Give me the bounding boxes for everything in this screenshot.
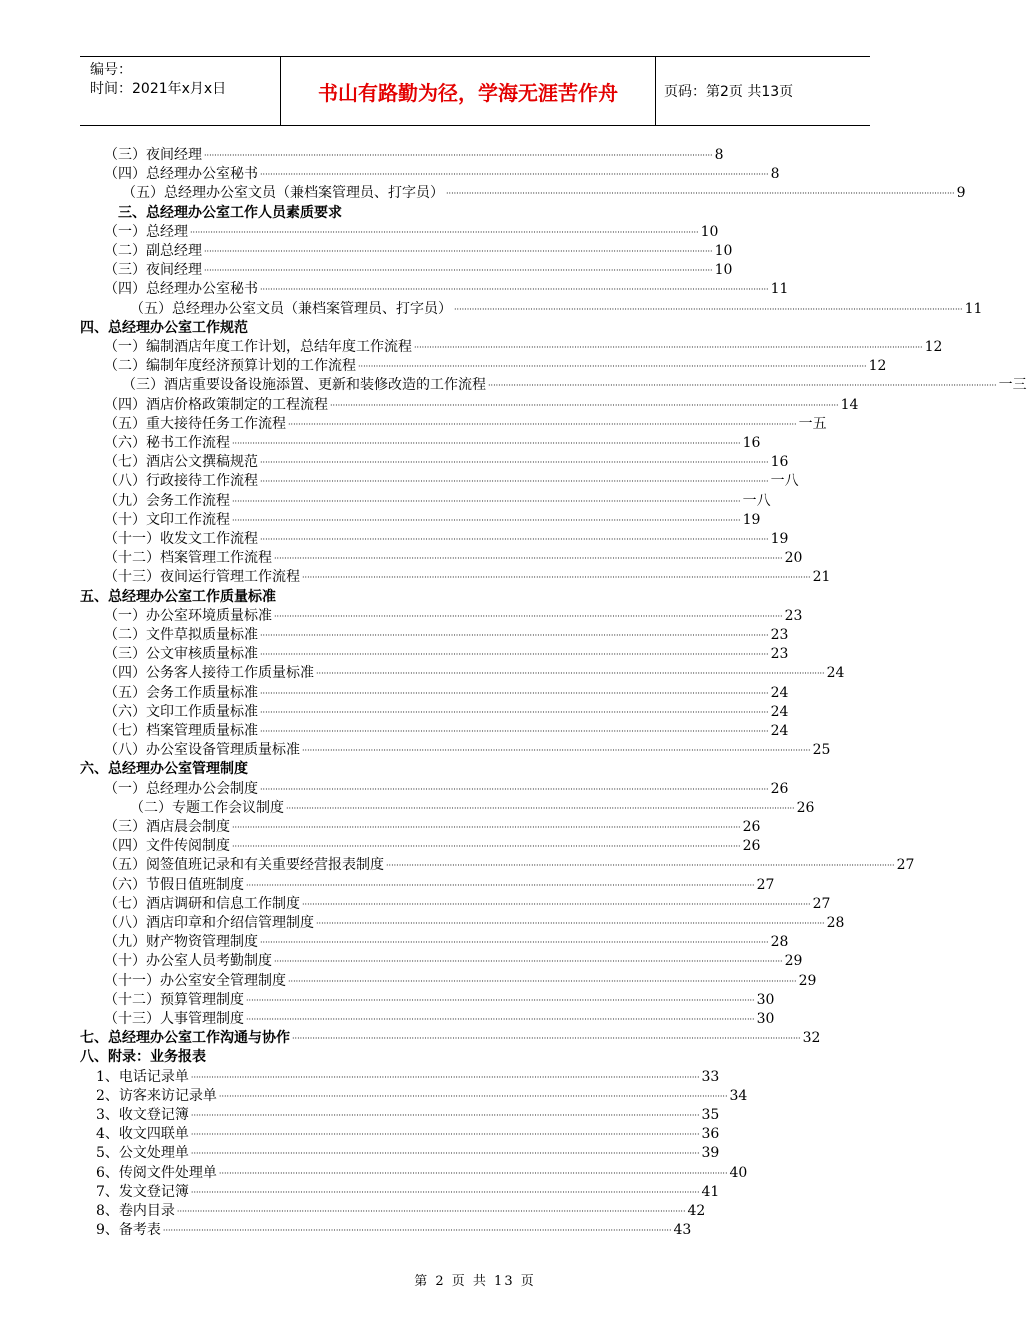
toc-entry-label: 五、总经理办公室工作质量标准	[80, 588, 276, 605]
toc-entry-page: 19	[742, 511, 761, 528]
toc-entry	[96, 1164, 748, 1183]
toc-entry	[118, 204, 342, 223]
toc-entry-label: （十一）办公室安全管理制度	[104, 972, 286, 989]
toc-dot-leader: ········································································································································································································	[316, 919, 825, 928]
toc-entry	[80, 1029, 821, 1048]
toc-entry	[104, 952, 803, 971]
page-footer: 第 2 页 共 13 页	[414, 1274, 536, 1289]
toc-entry-page: 16	[770, 454, 789, 471]
toc-entry	[104, 223, 719, 242]
toc-dot-leader: ········································································································································································································	[246, 1015, 755, 1024]
toc-dot-leader: ········································································································································································································	[246, 995, 755, 1005]
toc-entry-page: 23	[770, 646, 789, 663]
toc-dot-leader: ········································································································································································································	[286, 803, 795, 813]
toc-entry-page: 29	[784, 953, 803, 970]
toc-entry-page: 30	[756, 1011, 775, 1027]
toc-entry-label: （四）文件传阅制度	[104, 838, 230, 855]
toc-dot-leader: ········································································································································································································	[232, 842, 741, 852]
toc-entry-page: 21	[812, 569, 831, 586]
toc-dot-leader: ········································································································································································································	[204, 247, 713, 256]
toc-entry-label: 1、电话记录单	[96, 1068, 189, 1085]
toc-entry-label: （五）总经理办公室文员（兼档案管理员、打字员）	[122, 185, 444, 202]
toc-entry	[96, 1106, 720, 1125]
toc-entry-label: （二）副总经理	[104, 243, 202, 259]
toc-dot-leader: ········································································································································································································	[190, 1111, 700, 1120]
toc-entry	[104, 991, 775, 1010]
toc-entry-label: 5、公文处理单	[96, 1145, 189, 1162]
toc-entry	[96, 1144, 720, 1163]
toc-entry	[104, 568, 831, 587]
toc-dot-leader: ········································································································································································································	[162, 1226, 672, 1236]
toc-dot-leader: ········································································································································································································	[316, 669, 825, 679]
toc-dot-leader: ········································································································································································································	[260, 707, 769, 717]
toc-entry-label: （八）办公室设备管理质量标准	[104, 742, 300, 759]
toc-entry-page: 39	[701, 1145, 720, 1162]
toc-entry	[96, 1087, 748, 1106]
toc-entry-page: 24	[770, 723, 789, 739]
toc-entry-page: 35	[701, 1107, 720, 1123]
toc-entry-label: （二）文件草拟质量标准	[104, 627, 258, 643]
toc-entry-label: （一）编制酒店年度工作计划，总结年度工作流程	[104, 339, 412, 355]
toc-entry	[96, 1221, 692, 1240]
toc-dot-leader: ········································································································································································································	[414, 343, 923, 352]
toc-entry	[80, 588, 276, 607]
toc-entry-page: 9	[956, 185, 966, 202]
page-header	[80, 56, 870, 126]
toc-dot-leader: ········································································································································································································	[260, 631, 769, 640]
toc-entry-page: 28	[826, 915, 845, 931]
toc-entry	[104, 530, 789, 549]
toc-entry-label: 四、总经理办公室工作规范	[80, 319, 248, 336]
toc-dot-leader: ········································································································································································································	[260, 170, 769, 180]
toc-entry	[130, 799, 815, 818]
toc-entry-label: （十）办公室人员考勤制度	[104, 953, 272, 970]
toc-entry	[104, 664, 845, 683]
toc-entry	[96, 1202, 706, 1221]
toc-entry	[104, 146, 724, 165]
toc-entry	[104, 357, 887, 376]
toc-entry-page: 10	[714, 243, 733, 259]
toc-entry-label: （一）总经理办公会制度	[104, 780, 258, 797]
toc-entry	[130, 300, 983, 319]
toc-entry-page: 28	[770, 934, 789, 951]
toc-entry	[104, 703, 789, 722]
toc-entry	[104, 396, 859, 415]
toc-entry-label: 6、传阅文件处理单	[96, 1164, 217, 1181]
toc-entry-page: 16	[742, 435, 761, 451]
toc-dot-leader: ········································································································································································································	[232, 823, 741, 832]
toc-entry	[104, 645, 789, 664]
toc-entry-page: 一八	[770, 473, 799, 490]
toc-entry-label: （一）总经理	[104, 223, 188, 240]
toc-dot-leader: ········································································································································································································	[288, 419, 797, 429]
header-meta	[90, 61, 226, 99]
toc-entry-label: 4、收文四联单	[96, 1126, 189, 1143]
toc-entry	[96, 1068, 720, 1087]
toc-entry-label: （五）会务工作质量标准	[104, 684, 258, 701]
toc-entry-label: 9、备考表	[96, 1222, 161, 1239]
toc-entry	[104, 856, 915, 875]
toc-entry-page: 11	[770, 281, 789, 298]
toc-dot-leader: ········································································································································································································	[190, 1187, 700, 1197]
toc-entry-label: （三）酒店重要设备设施添置、更新和装修改造的工作流程	[122, 377, 486, 394]
toc-entry	[104, 415, 827, 434]
toc-entry-label: （六）节假日值班制度	[104, 876, 244, 893]
toc-entry-label: （四）酒店价格政策制定的工程流程	[104, 396, 328, 413]
toc-entry-label: 8、卷内目录	[96, 1203, 175, 1219]
document-number-label: 编号：	[90, 62, 132, 78]
toc-entry	[104, 492, 771, 511]
toc-entry-label: （十）文印工作流程	[104, 511, 230, 528]
toc-dot-leader: ········································································································································································································	[302, 899, 811, 909]
toc-dot-leader: ········································································································································································································	[260, 477, 769, 487]
header-page-info: 页码：第2页 共13页	[664, 84, 794, 100]
toc-entry-label: （四）公务客人接待工作质量标准	[104, 665, 314, 682]
toc-entry-label: （十二）预算管理制度	[104, 991, 244, 1008]
toc-entry	[104, 607, 803, 626]
toc-dot-leader: ········································································································································································································	[488, 381, 997, 391]
toc-dot-leader: ········································································································································································································	[190, 1130, 700, 1140]
toc-entry-page: 一八	[742, 492, 771, 509]
toc-dot-leader: ········································································································································································································	[260, 285, 769, 295]
toc-entry-label: （八）行政接待工作流程	[104, 473, 258, 490]
toc-entry	[96, 1183, 720, 1202]
toc-entry	[96, 1125, 720, 1144]
toc-entry-page: 33	[701, 1068, 720, 1085]
toc-entry	[104, 914, 845, 933]
toc-entry	[104, 818, 761, 837]
toc-entry-page: 36	[701, 1126, 720, 1143]
toc-entry	[104, 1010, 775, 1029]
toc-entry	[80, 319, 248, 338]
toc-entry-page: 20	[784, 550, 803, 567]
toc-entry-label: （十二）档案管理工作流程	[104, 550, 272, 567]
toc-dot-leader: ········································································································································································································	[446, 189, 955, 199]
toc-entry-label: （四）总经理办公室秘书	[104, 166, 258, 183]
toc-dot-leader: ········································································································································································································	[260, 784, 769, 794]
toc-entry	[104, 280, 789, 299]
toc-entry-page: 42	[687, 1203, 706, 1219]
toc-dot-leader: ········································································································································································································	[232, 515, 741, 525]
toc-dot-leader: ········································································································································································································	[260, 938, 769, 948]
toc-entry-page: 24	[770, 703, 789, 720]
toc-dot-leader: ········································································································································································································	[246, 880, 755, 890]
toc-dot-leader: ········································································································································································································	[232, 496, 741, 506]
toc-entry-label: 八、附录：业务报表	[80, 1049, 206, 1066]
toc-entry-label: （七）酒店公文撰稿规范	[104, 454, 258, 471]
toc-entry	[104, 511, 761, 530]
toc-entry-label: 三、总经理办公室工作人员素质要求	[118, 204, 342, 221]
toc-entry	[80, 1048, 206, 1067]
toc-entry	[104, 741, 831, 760]
toc-dot-leader: ········································································································································································································	[190, 227, 699, 237]
toc-entry-page: 19	[770, 531, 789, 547]
toc-dot-leader: ········································································································································································································	[260, 458, 769, 468]
toc-entry-label: （十三）人事管理制度	[104, 1011, 244, 1027]
toc-entry	[104, 472, 799, 491]
toc-entry-page: 一五	[798, 415, 827, 432]
toc-entry	[104, 626, 789, 645]
toc-dot-leader: ········································································································································································································	[288, 976, 797, 986]
toc-entry-page: 8	[714, 147, 724, 163]
toc-entry-label: （七）档案管理质量标准	[104, 723, 258, 739]
toc-dot-leader: ········································································································································································································	[302, 746, 811, 756]
toc-entry-label: （十一）收发文工作流程	[104, 531, 258, 547]
toc-entry	[122, 184, 966, 203]
toc-entry-page: 41	[701, 1183, 720, 1200]
toc-entry-page: 25	[812, 742, 831, 759]
toc-entry-page: 23	[770, 627, 789, 643]
toc-dot-leader: ········································································································································································································	[330, 400, 839, 410]
toc-entry-page: 27	[756, 876, 775, 893]
toc-dot-leader: ········································································································································································································	[386, 861, 895, 871]
toc-dot-leader: ········································································································································································································	[292, 1034, 801, 1044]
toc-entry-page: 8	[770, 166, 780, 183]
toc-entry-page: 32	[802, 1030, 821, 1047]
toc-dot-leader: ········································································································································································································	[218, 1168, 728, 1178]
toc-dot-leader: ········································································································································································································	[274, 957, 783, 967]
toc-entry-label: （三）酒店晨会制度	[104, 819, 230, 835]
toc-entry-page: 40	[729, 1164, 748, 1181]
toc-entry-page: 26	[796, 799, 815, 816]
toc-entry-page: 30	[756, 991, 775, 1008]
toc-entry	[104, 780, 789, 799]
toc-entry-page: 一三	[998, 377, 1027, 394]
toc-entry	[104, 261, 733, 280]
toc-entry-label: （三）公文审核质量标准	[104, 646, 258, 663]
toc-entry-page: 23	[784, 607, 803, 624]
toc-entry	[104, 972, 817, 991]
toc-dot-leader: ········································································································································································································	[274, 611, 783, 621]
toc-entry	[104, 434, 761, 453]
toc-entry-label: 六、总经理办公室管理制度	[80, 761, 248, 778]
toc-entry	[104, 165, 780, 184]
toc-entry-label: （九）财产物资管理制度	[104, 934, 258, 951]
toc-dot-leader: ········································································································································································································	[274, 554, 783, 564]
toc-entry	[104, 895, 831, 914]
toc-entry-page: 27	[812, 895, 831, 912]
toc-entry-page: 24	[826, 665, 845, 682]
toc-dot-leader: ········································································································································································································	[260, 535, 769, 544]
toc-entry-page: 26	[742, 838, 761, 855]
toc-entry	[104, 722, 789, 741]
toc-dot-leader: ········································································································································································································	[260, 727, 769, 736]
toc-entry-page: 43	[673, 1222, 692, 1239]
toc-entry	[122, 376, 1027, 395]
toc-entry-page: 24	[770, 684, 789, 701]
toc-entry-label: 7、发文登记簿	[96, 1183, 189, 1200]
toc-dot-leader: ········································································································································································································	[190, 1149, 700, 1159]
toc-entry-label: （三）夜间经理	[104, 262, 202, 279]
toc-dot-leader: ········································································································································································································	[260, 650, 769, 660]
toc-entry-label: （七）酒店调研和信息工作制度	[104, 895, 300, 912]
toc-dot-leader: ········································································································································································································	[176, 1207, 686, 1216]
toc-entry-label: （三）夜间经理	[104, 147, 202, 163]
toc-dot-leader: ········································································································································································································	[454, 304, 963, 314]
header-motto: 书山有路勤为径，学海无涯苦作舟	[280, 57, 656, 125]
toc-entry-label: （一）办公室环境质量标准	[104, 607, 272, 624]
toc-entry-page: 10	[700, 223, 719, 240]
toc-dot-leader: ········································································································································································································	[358, 362, 867, 372]
toc-entry	[104, 933, 789, 952]
toc-entry-label: 3、收文登记簿	[96, 1107, 189, 1123]
toc-entry	[104, 837, 761, 856]
toc-entry-page: 34	[729, 1087, 748, 1104]
toc-entry	[104, 876, 775, 895]
toc-entry-label: （六）文印工作质量标准	[104, 703, 258, 720]
toc-entry	[104, 338, 943, 357]
toc-entry-label: （五）阅签值班记录和有关重要经营报表制度	[104, 857, 384, 874]
toc-entry-page: 29	[798, 972, 817, 989]
toc-entry-label: （十三）夜间运行管理工作流程	[104, 569, 300, 586]
toc-entry-label: （四）总经理办公室秘书	[104, 281, 258, 298]
toc-entry	[104, 242, 733, 261]
toc-entry-label: （二）专题工作会议制度	[130, 799, 284, 816]
toc-entry-page: 12	[924, 339, 943, 355]
toc-entry-page: 12	[868, 358, 887, 375]
toc-dot-leader: ········································································································································································································	[302, 573, 811, 583]
toc-entry-label: 七、总经理办公室工作沟通与协作	[80, 1030, 290, 1047]
toc-dot-leader: ········································································································································································································	[218, 1091, 728, 1101]
toc-dot-leader: ········································································································································································································	[190, 1072, 700, 1082]
toc-dot-leader: ········································································································································································································	[204, 151, 713, 160]
toc-entry-page: 14	[840, 396, 859, 413]
toc-entry-page: 11	[964, 300, 983, 317]
document-time: 时间：2021年x月x日	[90, 81, 227, 97]
toc-dot-leader: ········································································································································································································	[260, 688, 769, 698]
toc-entry	[104, 684, 789, 703]
toc-entry-page: 10	[714, 262, 733, 279]
toc-entry	[80, 760, 248, 779]
toc-entry-label: （八）酒店印章和介绍信管理制度	[104, 915, 314, 931]
toc-entry-label: （五）重大接待任务工作流程	[104, 415, 286, 432]
toc-entry-label: （五）总经理办公室文员（兼档案管理员、打字员）	[130, 300, 452, 317]
toc-entry-label: （九）会务工作流程	[104, 492, 230, 509]
toc-entry-label: （六）秘书工作流程	[104, 435, 230, 451]
toc-dot-leader: ········································································································································································································	[232, 439, 741, 448]
toc-entry-page: 26	[770, 780, 789, 797]
toc-entry	[104, 549, 803, 568]
toc-entry	[104, 453, 789, 472]
toc-entry-page: 27	[896, 857, 915, 874]
toc-entry-page: 26	[742, 819, 761, 835]
toc-entry-label: （二）编制年度经济预算计划的工作流程	[104, 358, 356, 375]
toc-dot-leader: ········································································································································································································	[204, 266, 713, 276]
toc-entry-label: 2、访客来访记录单	[96, 1087, 217, 1104]
